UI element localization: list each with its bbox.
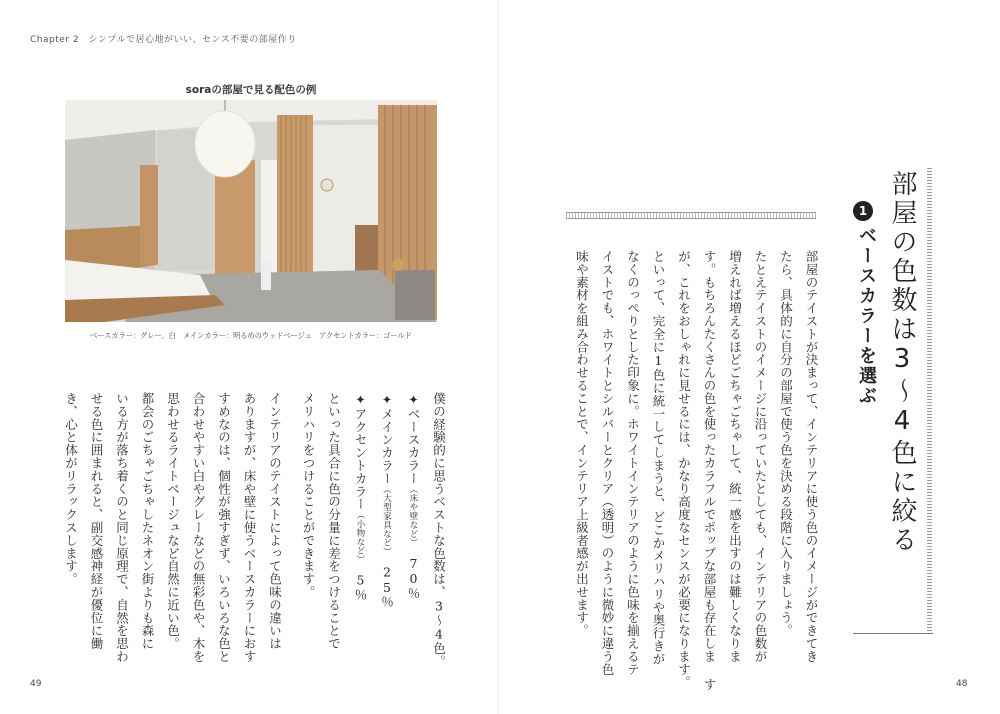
- star-bullet-icon: ✦: [379, 392, 395, 408]
- body-line: すめなのは、個性が強すぎず、いろいろな色と: [216, 392, 232, 663]
- right-page-body: [562, 250, 824, 692]
- list-item-label: ベースカラー: [406, 407, 421, 485]
- list-item-value: 70％: [406, 555, 421, 600]
- list-item-value: 5％: [353, 572, 368, 601]
- section-number-badge: 1: [853, 201, 873, 221]
- photo-title: soraの部屋で見る配色の例: [185, 84, 317, 96]
- body-line: といった具合に色の分量に差をつけることで: [326, 392, 342, 650]
- page-number-left: 49: [30, 679, 42, 689]
- section-subtitle: ベースカラーを選ぶ: [856, 226, 877, 406]
- decorative-rule: [566, 212, 816, 219]
- list-item-value: 25％: [379, 564, 395, 609]
- heading-bottom-rule: [853, 633, 933, 634]
- body-line: せる色に囲まれると、副交感神経が優位に働: [89, 392, 104, 650]
- left-intro: 僕の経験的に思うベストな色数は、3〜4色。: [431, 392, 447, 668]
- body-line: 合わせやすい白やグレーなどの無彩色や、木を: [191, 392, 206, 663]
- body-line: 増えれば増えるほどごちゃごちゃして、統一感を出すのは難しくなりま: [727, 250, 743, 663]
- body-line: 味や素材を組み合わせることで、インテリア上級者感が出せます。: [574, 250, 590, 637]
- list-item-note: （床や壁など）: [408, 484, 418, 543]
- body-line: たとえテイストのイメージに沿っていたとしても、インテリアの色数が: [753, 250, 768, 663]
- body-line: き、心と体がリラックスします。: [63, 392, 79, 586]
- star-bullet-icon: ✦: [406, 392, 421, 408]
- left-page-body: [58, 392, 452, 668]
- body-line: といって、完全に1色に統一してしまうと、どこかメリハリや奥行きが: [651, 250, 666, 666]
- body-line: インテリアのテイストによって色味の違いは: [267, 392, 283, 650]
- body-line: が、これをおしゃれに見せるには、かなり高度なセンスが必要になります。: [676, 250, 692, 689]
- body-line: いる方が落ち着くのと同じ原理で、自然を思わ: [114, 392, 130, 663]
- list-item-base: [400, 392, 427, 662]
- body-line: ありますが、床や壁に使うベースカラーにおす: [242, 392, 257, 663]
- list-item-label: アクセントカラー: [353, 407, 368, 511]
- room-photo-illustration: [65, 100, 437, 322]
- body-line: メリハリをつけることができます。: [301, 392, 316, 599]
- body-line: イストでも、ホワイトとシルバーとクリア（透明）のように微妙に違う色: [600, 250, 615, 676]
- list-item-main: [373, 392, 400, 662]
- body-line: 都会のごちゃごちゃしたネオン街よりも森に: [140, 392, 155, 650]
- page-number-right: 48: [956, 679, 968, 689]
- page-gutter: [498, 0, 499, 714]
- heading-vertical-rule: [927, 168, 932, 634]
- body-line: なくのっぺりとした印象に。ホワイトインテリアのように色味を揃えるテ: [625, 250, 641, 676]
- list-item-accent: [347, 392, 374, 662]
- body-line: 思わせるライトベージュなど自然に近い色。: [165, 392, 181, 650]
- chapter-header: Chapter 2 シンプルで居心地がいい、センス不要の部屋作り: [30, 35, 297, 45]
- section-title: 部屋の色数は3〜4色に絞る: [887, 170, 917, 555]
- star-bullet-icon: ✦: [353, 392, 368, 408]
- body-line: たら、具体的に自分の部屋で使う色を決める段階に入りましょう。: [778, 250, 794, 637]
- photo-color-caption: ベースカラー：グレー、白 メインカラー：明るめのウッドベージュ アクセントカラー：ゴールド: [90, 331, 412, 340]
- body-line: す。もちろんたくさんの色を使ったカラフルでポップな部屋も存在しま す: [702, 250, 717, 692]
- list-item-note: （小物など）: [355, 510, 365, 560]
- list-item-note: （大型家具など）: [381, 484, 392, 552]
- room-photo: [65, 100, 437, 322]
- body-line: 部屋のテイストが決まって、インテリアに使う色のイメージができてき: [804, 250, 819, 663]
- list-item-label: メインカラー: [379, 407, 395, 485]
